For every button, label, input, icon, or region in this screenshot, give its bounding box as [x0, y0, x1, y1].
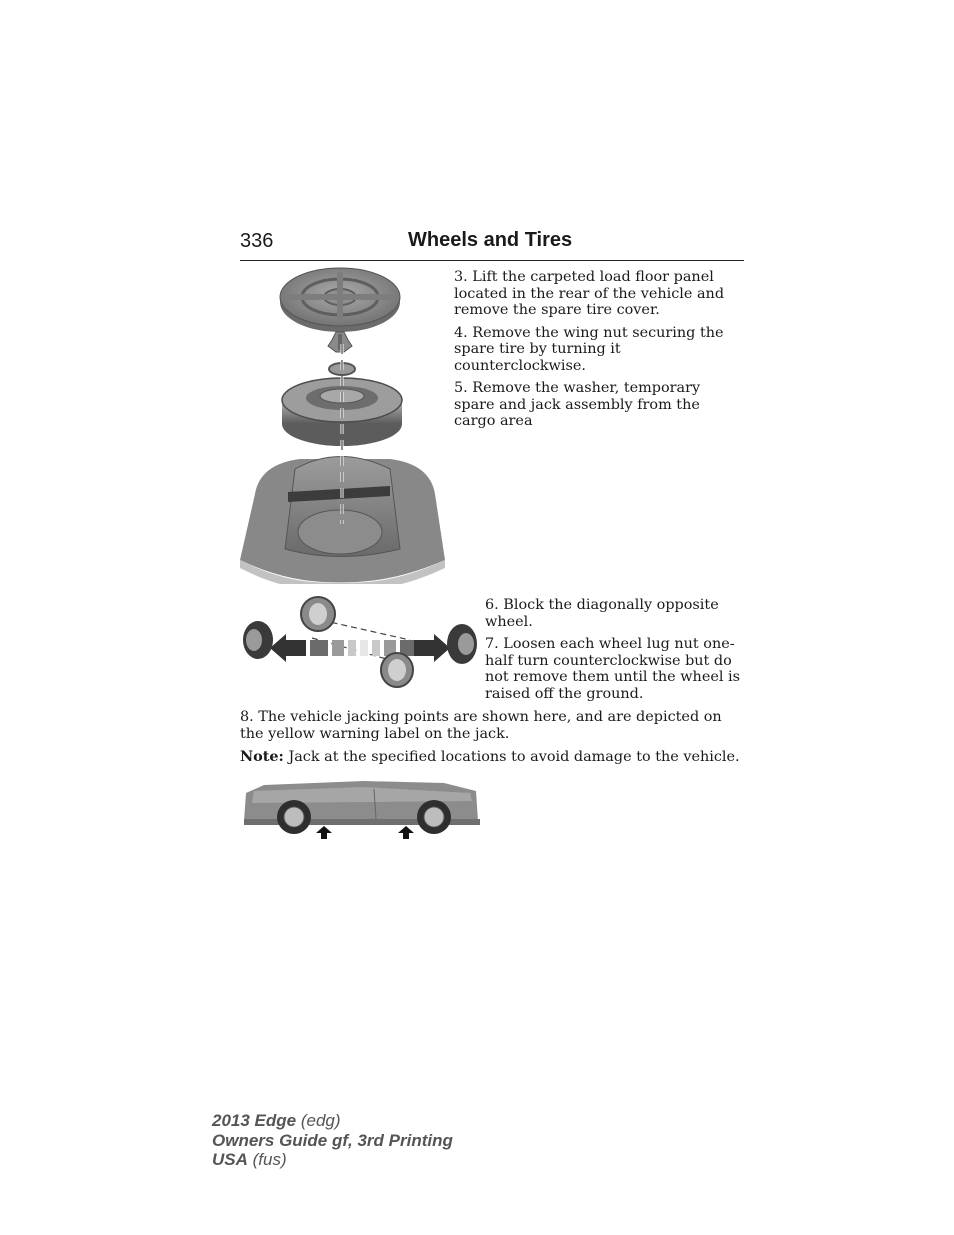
wheel-left	[243, 621, 273, 659]
spare-tire-cover	[280, 268, 400, 332]
step-3: 3. Lift the carpeted load floor panel located in the rear of the vehicle and remove the spare tire cover.	[454, 269, 725, 318]
wheel-bottom	[381, 653, 413, 687]
wheel-top	[301, 597, 335, 631]
wing-nut	[328, 332, 352, 352]
page-header	[240, 228, 744, 261]
front-wheel	[277, 800, 311, 834]
steps-6-to-7	[485, 597, 741, 708]
step-5: 5. Remove the washer, temporary spare and jack assembly from the cargo area	[454, 380, 701, 429]
direction-double-arrow	[270, 634, 450, 662]
footer-line-1: 2013 Edge (edg)	[212, 1111, 341, 1130]
rear-jacking-point-arrow	[398, 826, 414, 839]
front-jacking-point-arrow	[316, 826, 332, 839]
steps-3-to-5	[454, 269, 744, 436]
note-label: Note:	[240, 748, 284, 765]
diagonal-wheel-block-illustration	[240, 594, 480, 694]
rear-wheel	[417, 800, 451, 834]
note	[240, 749, 744, 766]
page-footer	[212, 1111, 453, 1170]
step-7: 7. Loosen each wheel lug nut one-half turn counterclockwise but do not remove them until the wheel is raised off the ground.	[485, 636, 741, 702]
note-text: Jack at the specified locations to avoid damage to the vehicle.	[283, 749, 740, 765]
vehicle-jacking-points-illustration	[244, 781, 480, 841]
step-4: 4. Remove the wing nut securing the spare tire by turning it counterclockwise.	[454, 324, 724, 374]
step-6: 6. Block the diagonally opposite wheel.	[485, 597, 719, 630]
page-number: 336	[240, 230, 274, 252]
footer-line-2: Owners Guide gf, 3rd Printing	[212, 1130, 453, 1150]
spare-tire-removal-illustration	[240, 264, 446, 584]
footer-line-3: USA (fus)	[212, 1150, 287, 1169]
wheel-right	[447, 624, 477, 664]
section-title: Wheels and Tires	[408, 229, 573, 251]
step-8: 8. The vehicle jacking points are shown here, and are depicted on the yellow warning label on the jack.	[240, 709, 722, 742]
